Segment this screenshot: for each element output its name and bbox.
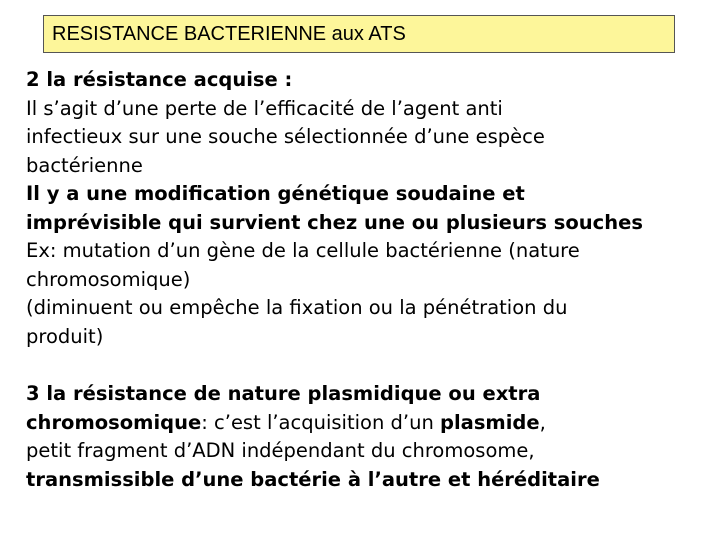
section2-text-line: bactérienne <box>26 153 143 177</box>
section3-heading: 3 la résistance de nature plasmidique ou extra <box>26 382 541 405</box>
section3-text-line: chromosomique: c’est l’acquisition d’un plasmide, <box>26 410 546 434</box>
section2-bold-line: Il y a une modification génétique soudaine et <box>26 182 525 205</box>
section2-heading: 2 la résistance acquise : <box>26 68 293 91</box>
section2-text-line: infectieux sur une souche sélectionnée d’une espèce <box>26 125 545 148</box>
section-spacer <box>26 351 712 380</box>
section2-example-line: (diminuent ou empêche la fixation ou la pénétration du <box>26 296 568 319</box>
section2-example-line: Ex: mutation d’un gène de la cellule bactérienne (nature <box>26 239 580 262</box>
section2-example-line: chromosomique) <box>26 267 191 291</box>
section3-bold-line: transmissible d’une bactérie à l’autre et héréditaire <box>26 467 600 491</box>
section2-example-line: produit) <box>26 324 104 348</box>
slide-title: RESISTANCE BACTERIENNE aux ATS <box>43 15 675 53</box>
section3-text-line: petit fragment d’ADN indépendant du chromosome, <box>26 439 535 462</box>
slide-content <box>26 66 712 494</box>
section2-bold-line: imprévisible qui survient chez une ou plusieurs souches <box>26 210 643 234</box>
section2-text-line: Il s’agit d’une perte de l’efficacité de l’agent anti <box>26 96 503 120</box>
